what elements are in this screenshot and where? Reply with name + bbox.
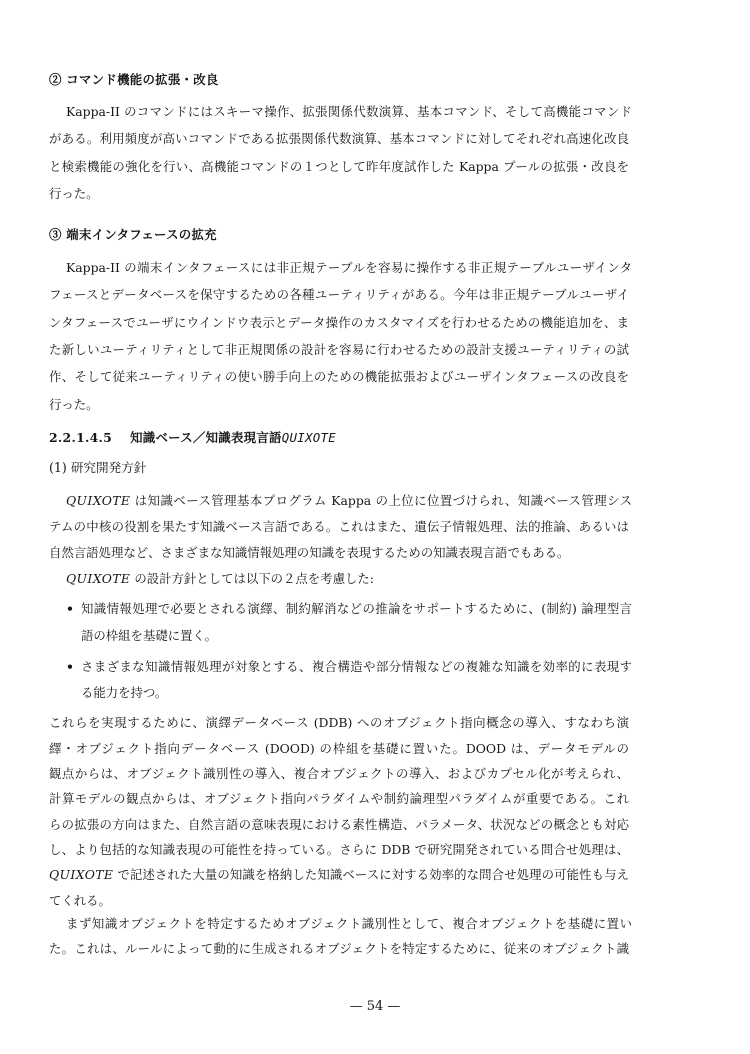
para1-line1-text: は知識ベース管理基本プログラム Kappa の上位に位置づけられ、知識ベース管理シス	[130, 493, 632, 508]
para4-line: た。これは、ルールによって動的に生成されるオブジェクトを特定するために、従来のオブジェクト識	[49, 941, 629, 956]
sec3-heading: ③ 端末インタフェースの拡充	[49, 227, 217, 242]
bullet-mark: •	[66, 601, 74, 616]
para3-line: てくれる。	[49, 893, 111, 908]
sec3-line: た新しいユーティリティとして非正規関係の設計を容易に行わせるための設計支援ユーティリティの試	[49, 342, 629, 357]
bullet-line: 知識情報処理で必要とされる演繹、制約解消などの推論をサポートするために、(制約) 論理型言	[81, 601, 632, 616]
para3-line	[49, 867, 629, 883]
sec2-line: Kappa-II のコマンドにはスキーマ操作、拡張関係代数演算、基本コマンド、そして高機能コマンド	[66, 104, 632, 119]
sec2-line: がある。利用頻度が高いコマンドである拡張関係代数演算、基本コマンドに対してそれぞれ高速化改良	[49, 131, 629, 146]
para1-line	[66, 493, 632, 509]
para3-line: 計算モデルの観点からは、オブジェクト指向パラダイムや制約論理型パラダイムが重要である。これ	[49, 791, 629, 806]
para3-line: これらを実現するために、演繹データベース (DDB) へのオブジェクト指向概念の導入、すなわち演	[49, 715, 629, 730]
para3-line7-text: で記述された大量の知識を格納した知識ベースに対する効率的な問合せ処理の可能性も与え	[113, 867, 629, 882]
para1-line: 自然言語処理など、さまざまな知識情報処理の知識を表現するための知識表現言語でもある。	[49, 545, 570, 560]
sec2-line: 行った。	[49, 186, 99, 201]
page-number: — 54 —	[349, 999, 401, 1014]
bullet-line: 語の枠組を基礎に置く。	[81, 628, 218, 643]
sec2-line: と検索機能の強化を行い、高機能コマンドの１つとして昨年度試作した Kappa プールの拡張・改良を	[49, 159, 629, 174]
sec3-line: 行った。	[49, 397, 99, 412]
sec3-line: 作、そして従来ユーティリティの使い勝手向上のための機能拡張およびユーザインタフェースの改良を	[49, 369, 629, 384]
sec3-line: ンタフェースでユーザにウインドウ表示とデータ操作のカスタマイズを行わせるための機能追加を、ま	[49, 315, 629, 330]
sec3-line: フェースとデータベースを保守するための各種ユーティリティがある。今年は非正規テーブルユーザイ	[49, 287, 629, 302]
para4-line: まず知識オブジェクトを特定するためオブジェクト識別性として、複合オブジェクトを基礎に置い	[66, 916, 632, 931]
sec3-line: Kappa-II の端末インタフェースには非正規テーブルを容易に操作する非正規テーブルユーザインタ	[66, 260, 632, 275]
sub1-heading: (1) 研究開発方針	[49, 460, 147, 475]
section-lang: QUIXOTE	[281, 430, 337, 445]
section-number: 2.2.1.4.5	[49, 430, 113, 445]
section-heading	[49, 430, 336, 446]
section-title: 知識ベース／知識表現言語	[130, 430, 282, 445]
sec2-heading: ② コマンド機能の拡張・改良	[49, 72, 219, 87]
para3-line: 繹・オブジェクト指向データベース (DOOD) の枠組を基礎に置いた。DOOD は、データモデルの	[49, 741, 629, 756]
bullet-line: さまざまな知識情報処理が対象とする、複合構造や部分情報などの複雑な知識を効率的に表現す	[81, 659, 632, 674]
para3-line: らの拡張の方向はまた、自然言語の意味表現における素性構造、パラメータ、状況などの概念とも対応	[49, 817, 629, 832]
para3-line: し、より包括的な知識表現の可能性を持っている。さらに DDB で研究開発されている問合せ処理は、	[49, 842, 629, 857]
bullet-line: る能力を持つ。	[81, 685, 168, 700]
para3-line: 観点からは、オブジェクト識別性の導入、複合オブジェクトの導入、およびカプセル化が考えられ、	[49, 766, 629, 781]
para1-line: テムの中核の役割を果たす知識ベース言語である。これはまた、遺伝子情報処理、法的推論、あるいは	[49, 519, 629, 534]
quixote-term: QUIXOTE	[49, 867, 114, 882]
bullet-mark: •	[66, 659, 74, 674]
para2-line	[66, 571, 374, 587]
para2-line1-text: の設計方針としては以下の２点を考慮した:	[130, 571, 374, 586]
quixote-term: QUIXOTE	[66, 571, 131, 586]
quixote-term: QUIXOTE	[66, 493, 131, 508]
